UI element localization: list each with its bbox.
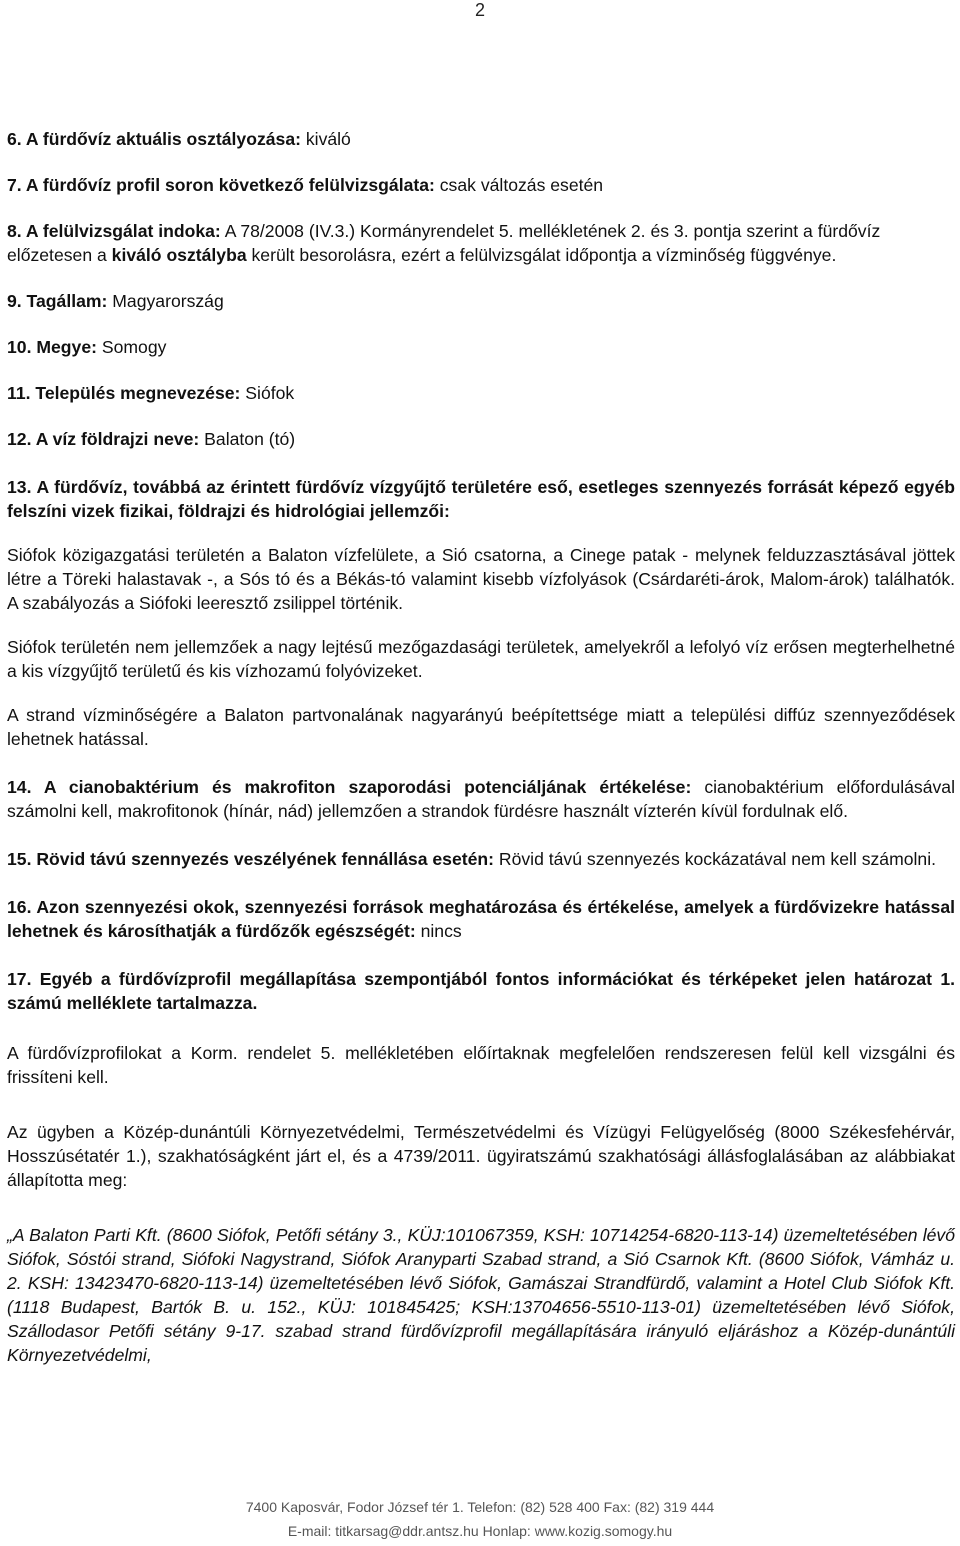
paragraph-13c: A strand vízminőségére a Balaton partvonalának nagyarányú beépítettsége miatt a települési diffúz szennyeződések lehetnek hatással. [7, 705, 955, 749]
item-16 [7, 895, 955, 943]
item-10-value: Somogy [96, 337, 167, 357]
item-15-value: Rövid távú szennyezés kockázatával nem kell számolni. [494, 849, 936, 869]
item-6 [7, 127, 955, 151]
item-9-value: Magyarország [107, 291, 224, 311]
paragraph-13b: Siófok területén nem jellemzőek a nagy lejtésű mezőgazdasági területek, amelyekről a lefolyó víz erősen megterhelhetné a kis vízgyűjtő területű és kis vízhozamú folyóvizeket. [7, 637, 955, 681]
footer-address: 7400 Kaposvár, Fodor József tér 1. Telefon: (82) 528 400 Fax: (82) 319 444 [245, 1499, 715, 1515]
item-14-label: 14. A cianobaktérium és makrofiton szaporodási potenciáljának értékelése: [7, 777, 692, 797]
paragraph-szakhatosag: Az ügyben a Közép-dunántúli Környezetvédelmi, Természetvédelmi és Vízügyi Felügyelőség (8000 Székesfehérvár, Hosszúsétatér 1.), szakhatóságként járt el, és a 4739/2011. ügyiratszámú szakhatósági állásfoglalásában az alábbiakat állapította meg: [7, 1122, 955, 1190]
item-12 [7, 427, 955, 451]
item-11-label: 11. Település megnevezése: [7, 383, 241, 403]
paragraph-13a: Siófok közigazgatási területén a Balaton vízfelülete, a Sió csatorna, a Cinege patak - melynek felduzzasztásával jöttek létre a Töreki halastavak -, a Sós tó és a Békás-tó valamint kisebb vízfolyások (Csárdaréti-árok, Malom-árok) találhatók. A szabályozás a Siófoki leeresztő zsilippel történik. [7, 545, 955, 613]
item-11 [7, 381, 955, 405]
item-8-bold: kiváló osztályba [111, 245, 247, 265]
item-8 [7, 219, 955, 267]
item-6-value: kiváló [300, 129, 351, 149]
item-9 [7, 289, 955, 313]
item-16-label: 16. Azon szennyezési okok, szennyezési források meghatározása és értékelése, amelyek a fürdővizekre hatással lehetnek és károsíthatják a fürdőzők egészségét: [7, 897, 955, 941]
paragraph-korm-rendelet: A fürdővízprofilokat a Korm. rendelet 5. mellékletében előírtaknak megfelelően rendszeresen felül kell vizsgálni és frissíteni kell. [7, 1043, 955, 1087]
item-12-value: Balaton (tó) [199, 429, 296, 449]
footer-contact: E-mail: titkarsag@ddr.antsz.hu Honlap: www.kozig.somogy.hu [287, 1523, 673, 1539]
item-15-label: 15. Rövid távú szennyezés veszélyének fennállása esetén: [7, 849, 494, 869]
item-13 [7, 475, 955, 523]
item-6-label: 6. A fürdővíz aktuális osztályozása: [7, 129, 301, 149]
item-16-value: nincs [415, 921, 462, 941]
item-14 [7, 775, 955, 823]
item-8-label: 8. A felülvizsgálat indoka: [7, 221, 221, 241]
item-9-label: 9. Tagállam: [7, 291, 108, 311]
page-number: 2 [474, 0, 485, 20]
item-17-label: 17. Egyéb a fürdővízprofil megállapítása szempontjából fontos információkat és térképeket jelen határozat 1. számú melléklete tartalmazza. [7, 969, 955, 1013]
item-11-value: Siófok [240, 383, 295, 403]
item-10-label: 10. Megye: [7, 337, 97, 357]
item-15 [7, 847, 955, 871]
item-8-text-1: A 78/2008 (IV.3.) Kormányrendelet 5. mellékletének 2. és 3. pontja szerint a fürdővíz előzetesen a [7, 221, 881, 265]
document-body [7, 127, 955, 1367]
item-10 [7, 335, 955, 359]
quote-paragraph: „A Balaton Parti Kft. (8600 Siófok, Petőfi sétány 3., KÜJ:101067359, KSH: 10714254-6820-113-14) üzemeltetésében lévő Siófok, Sóstói strand, Siófoki Nagystrand, Siófok Aranyparti Szabad strand, a Sió Csarnok Kft. (8600 Siófok, Vámház u. 2. KSH: 13423470-6820-113-14) üzemeltetésében lévő Siófok, Gamászai Strandfürdő, valamint a Hotel Club Siófok Kft. (1118 Budapest, Bartók B. u. 152., KÜJ: 101845425; KSH:13704656-5510-113-01) üzemeltetésében lévő Siófok, Szállodasor Petőfi sétány 9-17. szabad strand fürdővízprofil megállapítására irányuló eljáráshoz a Közép-dunántúli Környezetvédelmi, [7, 1225, 955, 1365]
item-8-text-2: került besorolásra, ezért a felülvizsgálat időpontja a vízminőség függvénye. [246, 245, 837, 265]
item-7-label: 7. A fürdővíz profil soron következő felülvizsgálata: [7, 175, 435, 195]
item-7 [7, 173, 955, 197]
item-7-value: csak változás esetén [434, 175, 604, 195]
item-14-value: cianobaktérium előfordulásával számolni kell, makrofitonok (hínár, nád) jellemzően a strandok fürdésre használt vízterén kívül fordulnak elő. [7, 777, 955, 821]
item-13-label: 13. A fürdővíz, továbbá az érintett fürdővíz vízgyűjtő területére eső, esetleges szennyezés forrását képező egyéb felszíni vizek fizikai, földrajzi és hidrológiai jellemzői: [7, 477, 955, 521]
item-12-label: 12. A víz földrajzi neve: [7, 429, 200, 449]
item-17 [7, 967, 955, 1015]
